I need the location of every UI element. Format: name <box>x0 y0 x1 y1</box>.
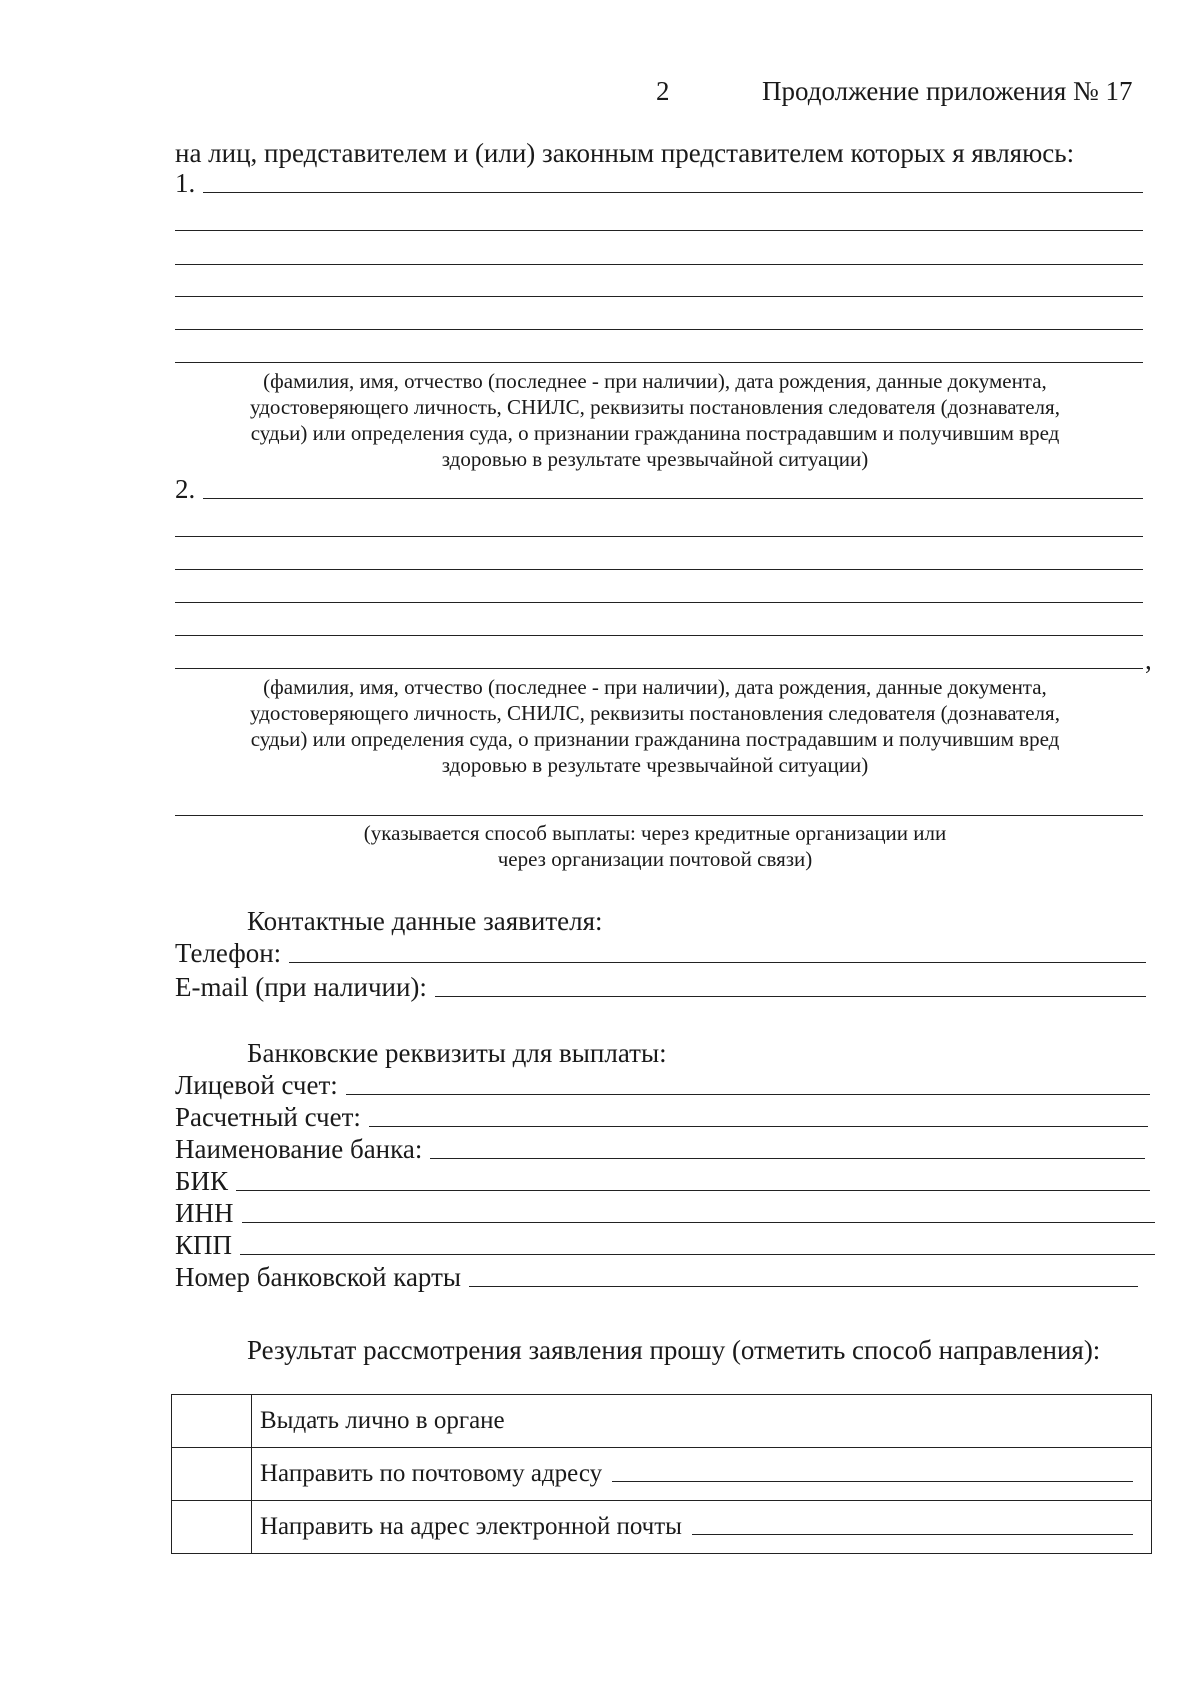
email-label: E-mail (при наличии): <box>175 972 427 1002</box>
bank-name-label: Наименование банка: <box>175 1134 423 1164</box>
person-1-line[interactable] <box>175 264 1143 265</box>
caption-line: (фамилия, имя, отчество (последнее - при наличии), дата рождения, данные документа, <box>263 369 1047 393</box>
caption-line: здоровью в результате чрезвычайной ситуации) <box>441 447 869 471</box>
person-2-line[interactable] <box>175 668 1143 669</box>
trailing-comma: , <box>1145 645 1152 675</box>
caption-line: (фамилия, имя, отчество (последнее - при наличии), дата рождения, данные документа, <box>263 675 1047 699</box>
delivery-option-row <box>172 1448 1152 1501</box>
payment-method-line[interactable] <box>175 815 1143 816</box>
option-checkbox-email[interactable] <box>172 1501 252 1554</box>
person-2-field[interactable] <box>175 474 1143 504</box>
person-1-number: 1. <box>175 168 196 198</box>
option-checkbox-in-person[interactable] <box>172 1395 252 1448</box>
caption-line: удостоверяющего личность, СНИЛС, реквизиты постановления следователя (дознавателя, <box>250 395 1060 419</box>
phone-field[interactable] <box>175 938 1146 968</box>
settlement-account-label: Расчетный счет: <box>175 1102 361 1132</box>
caption-line: (указывается способ выплаты: через кредитные организации или <box>363 821 947 845</box>
person-1-line[interactable] <box>175 329 1143 330</box>
option-label-cell <box>252 1448 1152 1501</box>
delivery-options-table <box>171 1394 1152 1554</box>
caption-line: здоровью в результате чрезвычайной ситуации) <box>441 753 869 777</box>
caption-line: судьи) или определения суда, о признании гражданина пострадавшим и получившим вред <box>250 421 1060 445</box>
card-number-field[interactable] <box>175 1262 1138 1292</box>
phone-label: Телефон: <box>175 938 282 968</box>
settlement-account-field[interactable] <box>175 1102 1148 1132</box>
person-2-line[interactable] <box>175 569 1143 570</box>
caption-line: судьи) или определения суда, о признании гражданина пострадавшим и получившим вред <box>250 727 1060 751</box>
person-1-field[interactable] <box>175 168 1143 198</box>
person-1-caption <box>160 368 1150 472</box>
person-1-line[interactable] <box>175 362 1143 363</box>
result-heading: Результат рассмотрения заявления прошу (отметить способ направления): <box>247 1335 1101 1365</box>
delivery-option-row <box>172 1395 1152 1448</box>
person-2-caption <box>160 674 1150 778</box>
person-1-line[interactable] <box>175 296 1143 297</box>
kpp-field[interactable] <box>175 1230 1155 1260</box>
page-number: 2 <box>656 76 670 106</box>
personal-account-field[interactable] <box>175 1070 1150 1100</box>
personal-account-label: Лицевой счет: <box>175 1070 338 1100</box>
delivery-option-row <box>172 1501 1152 1554</box>
postal-address-input[interactable] <box>612 1481 1133 1482</box>
person-2-line[interactable] <box>175 602 1143 603</box>
bank-heading: Банковские реквизиты для выплаты: <box>247 1038 667 1068</box>
option-email-label: Направить на адрес электронной почты <box>260 1513 682 1540</box>
contacts-heading: Контактные данные заявителя: <box>247 906 603 936</box>
bik-field[interactable] <box>175 1166 1150 1196</box>
kpp-label: КПП <box>175 1230 233 1260</box>
payment-method-caption <box>160 820 1150 872</box>
option-in-person-label: Выдать лично в органе <box>260 1407 505 1434</box>
inn-field[interactable] <box>175 1198 1155 1228</box>
email-field[interactable] <box>175 972 1146 1002</box>
page-title: Продолжение приложения № 17 <box>762 76 1133 106</box>
person-1-line[interactable] <box>175 230 1143 231</box>
person-2-line[interactable] <box>175 536 1143 537</box>
person-2-line[interactable] <box>175 635 1143 636</box>
inn-label: ИНН <box>175 1198 234 1228</box>
option-checkbox-postal[interactable] <box>172 1448 252 1501</box>
option-label-cell <box>252 1395 1152 1448</box>
email-address-input[interactable] <box>692 1534 1133 1535</box>
intro-text: на лиц, представителем и (или) законным представителем которых я являюсь: <box>175 138 1075 168</box>
option-label-cell <box>252 1501 1152 1554</box>
caption-line: удостоверяющего личность, СНИЛС, реквизиты постановления следователя (дознавателя, <box>250 701 1060 725</box>
bank-name-field[interactable] <box>175 1134 1145 1164</box>
option-postal-label: Направить по почтовому адресу <box>260 1460 603 1487</box>
card-number-label: Номер банковской карты <box>175 1262 462 1292</box>
bik-label: БИК <box>175 1166 229 1196</box>
caption-line: через организации почтовой связи) <box>497 847 813 871</box>
person-2-number: 2. <box>175 474 196 504</box>
